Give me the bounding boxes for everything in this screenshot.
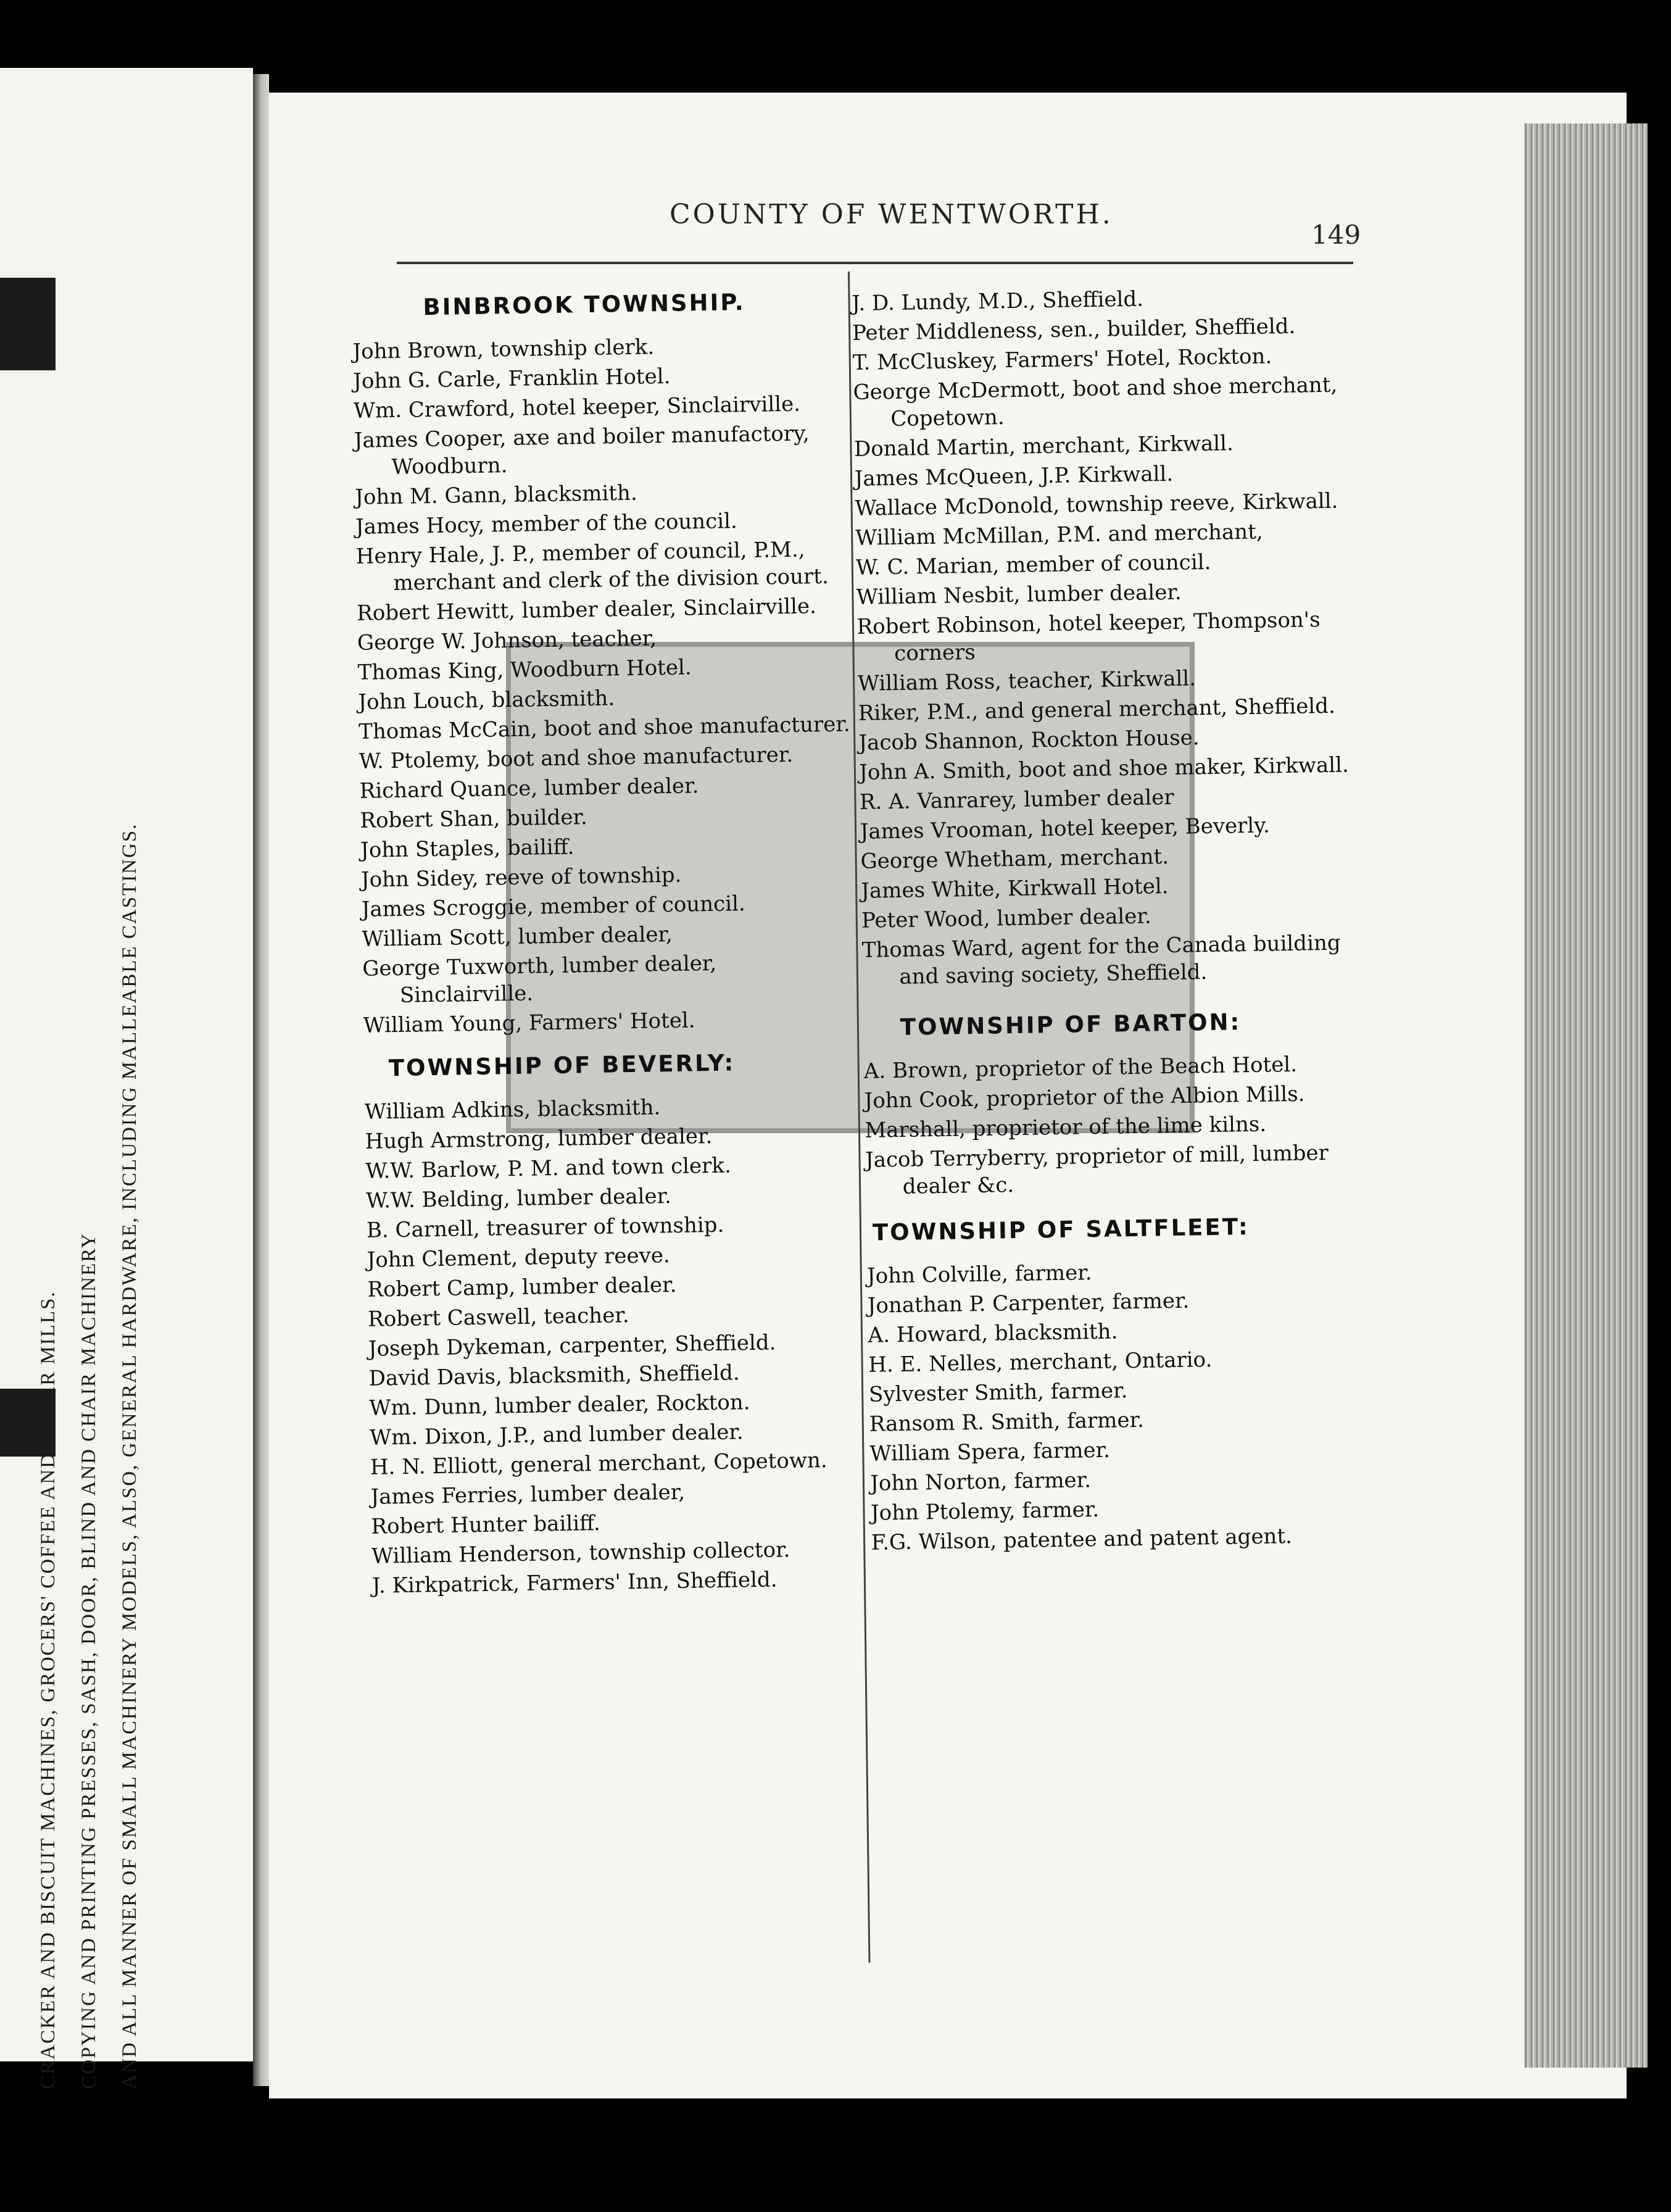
directory-entry: W.W. Barlow, P. M. and town clerk. xyxy=(365,1153,732,1184)
directory-entry: W.W. Belding, lumber dealer. xyxy=(365,1184,672,1213)
left-column xyxy=(352,282,866,1602)
directory-entry: James Ferries, lumber dealer, xyxy=(370,1479,686,1510)
directory-entry: John A. Smith, boot and shoe maker, Kirkwall. xyxy=(858,752,1350,785)
directory-entry: William Young, Farmers' Hotel. xyxy=(363,1008,695,1038)
directory-entry: John Norton, farmer. xyxy=(870,1468,1092,1496)
rotated-line: CRACKER AND BISCUIT MACHINES, GROCERS' COFFEE AND SUGAR MILLS. xyxy=(37,1291,59,2089)
directory-entry: Hugh Armstrong, lumber dealer. xyxy=(365,1123,713,1154)
directory-entry: Jacob Shannon, Rockton House. xyxy=(858,725,1200,755)
directory-entry: William Ross, teacher, Kirkwall. xyxy=(857,666,1196,696)
directory-entry: William McMillan, P.M. and merchant, xyxy=(855,519,1263,551)
directory-entry: W. C. Marian, member of council. xyxy=(855,549,1211,580)
directory-entry: T. McCluskey, Farmers' Hotel, Rockton. xyxy=(852,344,1272,375)
directory-entry: Robert Robinson, hotel keeper, Thompson's corners xyxy=(856,607,1321,666)
directory-entry: James Scroggie, member of council. xyxy=(361,891,746,922)
page-edges xyxy=(1524,123,1648,2068)
directory-entry: George Whetham, merchant. xyxy=(860,844,1169,874)
directory-entry: Thomas King, Woodburn Hotel. xyxy=(357,655,692,685)
saltfleet-list xyxy=(867,1255,1377,1557)
directory-entry: Henry Hale, J. P., member of council, P.M., merchant and clerk of the division court. xyxy=(355,537,829,596)
directory-entry: J. Kirkpatrick, Farmers' Inn, Sheffield. xyxy=(371,1567,777,1599)
directory-entry: John Brown, township clerk. xyxy=(352,335,655,364)
directory-entry: James Hocy, member of the council. xyxy=(355,509,738,539)
right-column xyxy=(852,282,1377,1559)
directory-entry: Wm. Crawford, hotel keeper, Sinclairville. xyxy=(353,391,801,423)
directory-entry: W. Ptolemy, boot and shoe manufacturer. xyxy=(359,742,794,774)
directory-entry: Riker, P.M., and general merchant, Sheffield. xyxy=(858,693,1336,726)
directory-entry: John G. Carle, Franklin Hotel. xyxy=(353,364,671,394)
section-title-binbrook: BINBROOK TOWNSHIP. xyxy=(423,288,746,321)
directory-entry: John Ptolemy, farmer. xyxy=(870,1497,1100,1526)
running-head: COUNTY OF WENTWORTH. xyxy=(670,199,1113,230)
directory-entry: Robert Shan, builder. xyxy=(360,805,588,833)
directory-entry: Thomas Ward, agent for the Canada building and saving society, Sheffield. xyxy=(861,930,1341,989)
directory-entry: B. Carnell, treasurer of township. xyxy=(366,1212,724,1243)
section-title-beverly: TOWNSHIP OF BEVERLY: xyxy=(388,1049,736,1082)
directory-entry: James White, Kirkwall Hotel. xyxy=(860,874,1169,904)
directory-entry: H. N. Elliott, general merchant, Copetown. xyxy=(370,1448,827,1480)
directory-entry: John Clement, deputy reeve. xyxy=(367,1243,671,1273)
directory-entry: George W. Johnson, teacher, xyxy=(357,626,657,655)
directory-entry: John M. Gann, blacksmith. xyxy=(354,480,638,510)
directory-entry: William Spera, farmer. xyxy=(869,1437,1111,1466)
directory-entry: Robert Hewitt, lumber dealer, Sinclairville. xyxy=(356,594,817,626)
directory-entry: Ransom R. Smith, farmer. xyxy=(869,1407,1145,1437)
beverly-continued-list xyxy=(852,282,1369,991)
barton-list xyxy=(864,1050,1372,1201)
directory-entry: A. Howard, blacksmith. xyxy=(868,1319,1118,1348)
directory-entry: William Henderson, township collector. xyxy=(371,1537,790,1569)
directory-entry: R. A. Vanrarey, lumber dealer xyxy=(859,784,1174,815)
directory-entry: Donald Martin, merchant, Kirkwall. xyxy=(853,431,1234,462)
page-number: 149 xyxy=(1311,220,1361,250)
beverly-list xyxy=(365,1091,866,1599)
directory-entry: James Vrooman, hotel keeper, Beverly. xyxy=(860,813,1271,844)
directory-entry: Joseph Dykeman, carpenter, Sheffield. xyxy=(368,1330,776,1362)
directory-entry: William Scott, lumber dealer, xyxy=(362,921,673,952)
facing-page-rotated-text xyxy=(28,299,231,2089)
directory-entry: George McDermott, boot and shoe merchant, Copetown. xyxy=(853,372,1338,432)
directory-entry: J. D. Lundy, M.D., Sheffield. xyxy=(852,286,1144,316)
directory-entry: Peter Wood, lumber dealer. xyxy=(861,904,1152,933)
directory-entry: F.G. Wilson, patentee and patent agent. xyxy=(871,1524,1293,1555)
section-title-saltfleet: TOWNSHIP OF SALTFLEET: xyxy=(872,1213,1250,1246)
directory-entry: James McQueen, J.P. Kirkwall. xyxy=(854,461,1174,491)
directory-entry: George Tuxworth, lumber dealer, Sinclairville. xyxy=(362,950,717,1008)
directory-entry: Wm. Dunn, lumber dealer, Rockton. xyxy=(369,1390,750,1421)
directory-entry: Jonathan P. Carpenter, farmer. xyxy=(867,1288,1190,1318)
directory-entry: Sylvester Smith, farmer. xyxy=(868,1378,1128,1407)
directory-entry: Robert Hunter bailiff. xyxy=(371,1510,601,1539)
directory-entry: A. Brown, proprietor of the Beach Hotel. xyxy=(863,1052,1298,1084)
directory-entry: Thomas McCain, boot and shoe manufacturer. xyxy=(358,712,850,744)
directory-entry: John Louch, blacksmith. xyxy=(358,686,615,715)
directory-entry: Jacob Terryberry, proprietor of mill, lumber dealer &c. xyxy=(865,1141,1329,1199)
directory-entry: David Davis, blacksmith, Sheffield. xyxy=(368,1360,740,1391)
directory-entry: John Staples, bailiff. xyxy=(360,834,574,863)
directory-entry: Peter Middleness, sen., builder, Sheffield. xyxy=(852,314,1296,346)
directory-entry: John Colville, farmer. xyxy=(866,1260,1092,1289)
facing-page-fragment xyxy=(0,68,253,2089)
directory-entry: William Adkins, blacksmith. xyxy=(364,1095,661,1125)
directory-entry: John Sidey, reeve of township. xyxy=(360,862,682,892)
binbrook-list xyxy=(352,330,857,1039)
book-gutter xyxy=(253,74,269,2086)
directory-entry: Robert Caswell, teacher. xyxy=(367,1303,629,1332)
directory-entry: William Nesbit, lumber dealer. xyxy=(856,580,1182,610)
rotated-line: COPYING AND PRINTING PRESSES, SASH, DOOR, BLIND AND CHAIR MACHINERY xyxy=(78,1232,100,2089)
directory-entry: H. E. Nelles, merchant, Ontario. xyxy=(868,1347,1213,1378)
directory-entry: Wallace McDonold, township reeve, Kirkwall. xyxy=(855,488,1338,521)
section-title-barton: TOWNSHIP OF BARTON: xyxy=(900,1008,1242,1041)
directory-entry: Marshall, proprietor of the lime kilns. xyxy=(865,1112,1267,1143)
directory-entry: James Cooper, axe and boiler manufactory, Woodburn. xyxy=(354,421,810,480)
directory-entry: John Cook, proprietor of the Albion Mills. xyxy=(864,1081,1305,1113)
directory-entry: Wm. Dixon, J.P., and lumber dealer. xyxy=(369,1420,744,1450)
directory-entry: Robert Camp, lumber dealer. xyxy=(367,1272,677,1302)
directory-entry: Richard Quance, lumber dealer. xyxy=(359,773,699,804)
rotated-line: AND ALL MANNER OF SMALL MACHINERY MODELS, ALSO, GENERAL HARDWARE, INCLUDING MALLEABLE CASTINGS. xyxy=(118,823,141,2089)
header-rule xyxy=(397,262,1353,264)
